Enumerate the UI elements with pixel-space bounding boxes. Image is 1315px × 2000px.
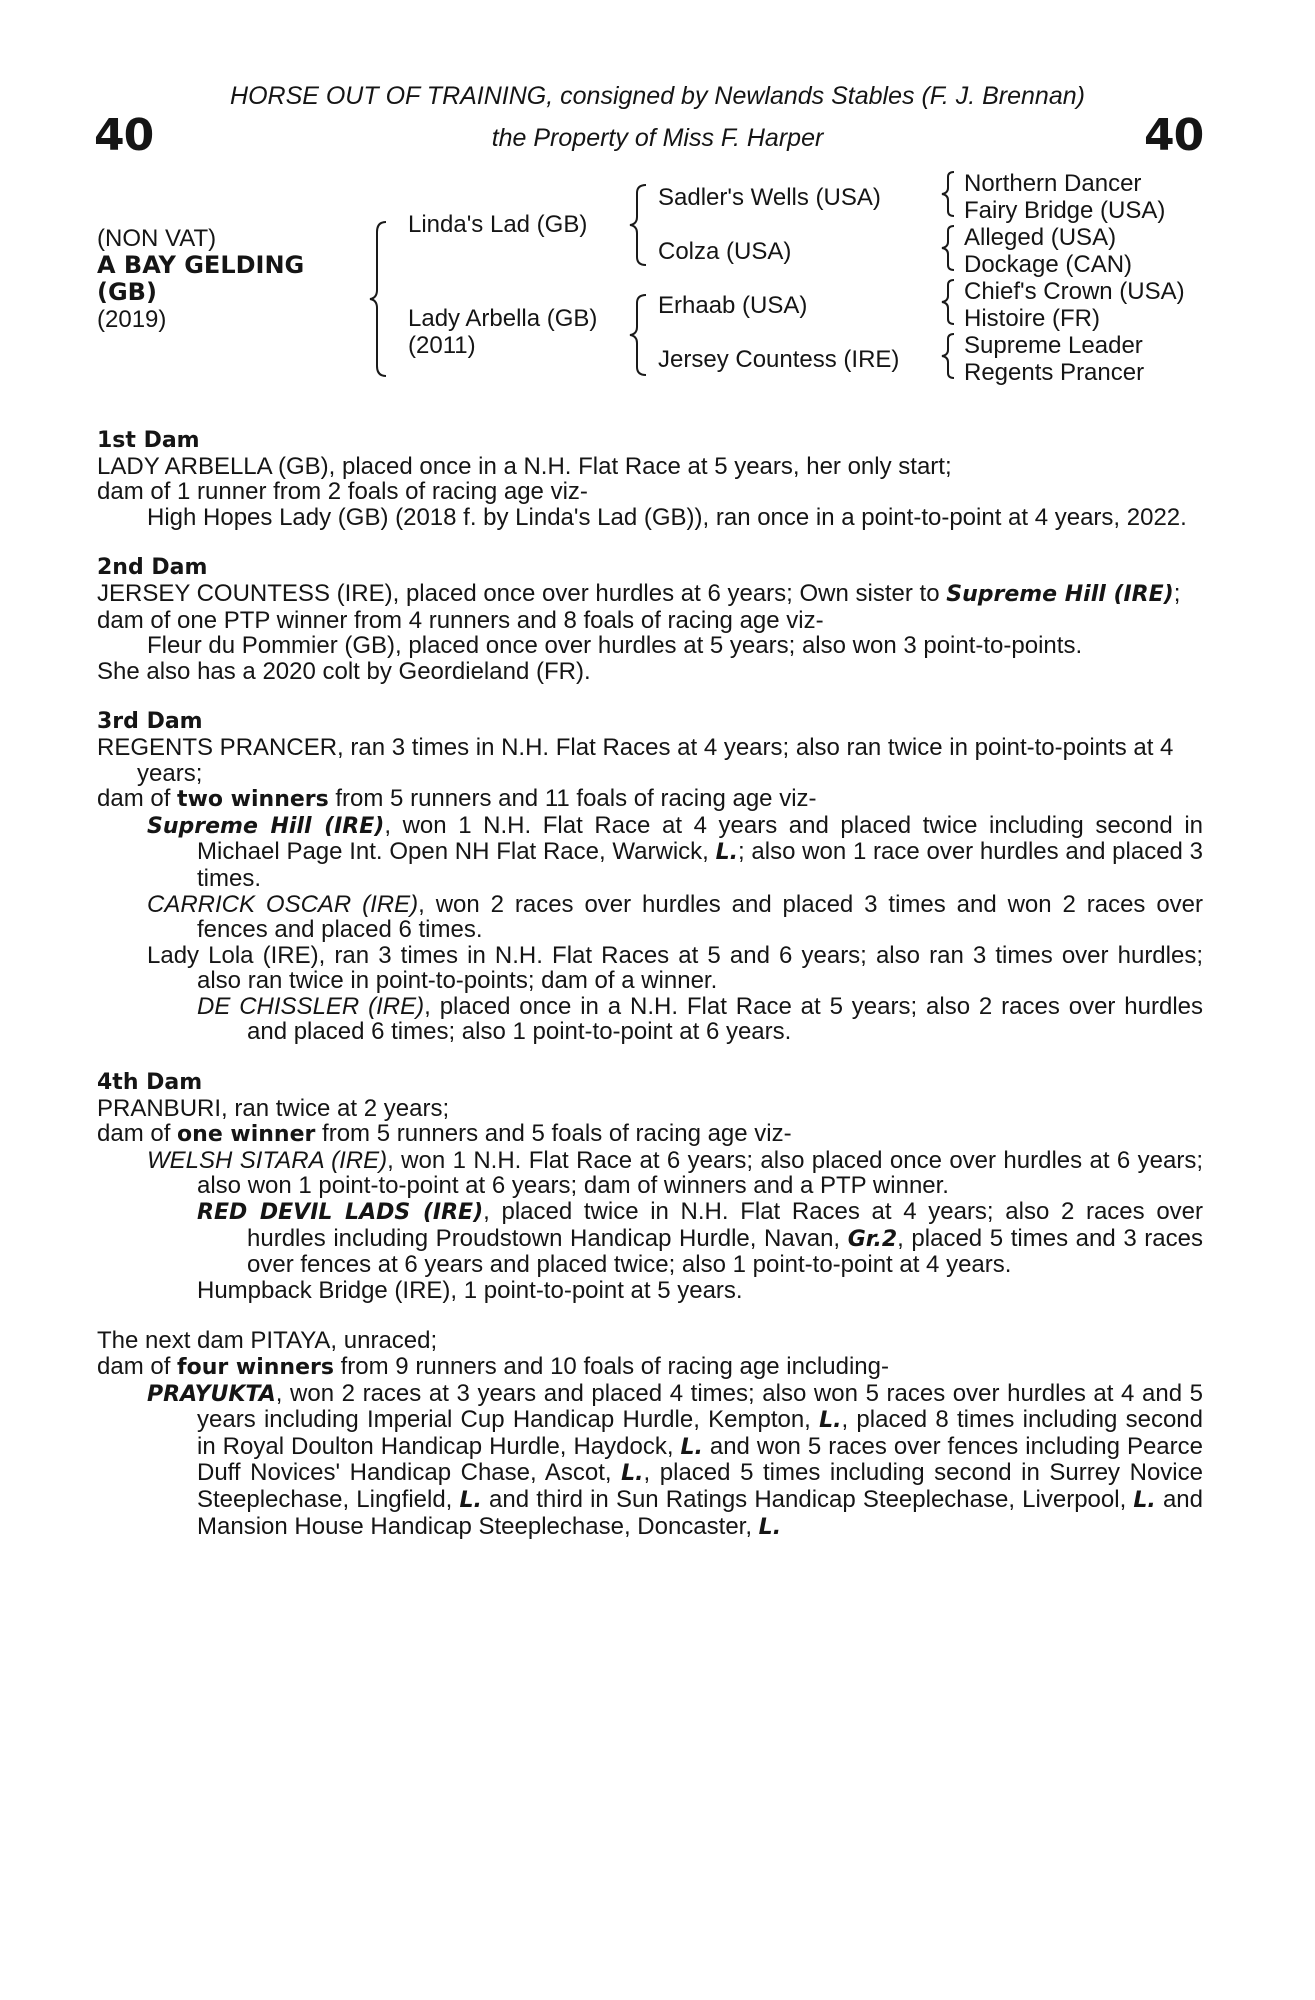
ancestor-brace-1 bbox=[940, 170, 956, 218]
dam-description: JERSEY COUNTESS (IRE), placed once over hurdles at 6 years; Own sister to Supreme Hill (IRE); bbox=[97, 579, 1181, 607]
progeny-entry: High Hopes Lady (GB) (2018 f. by Linda's Lad (GB)), ran once in a point-to-point at 4 years, 2022. bbox=[147, 503, 1187, 531]
ancestor-brace-4 bbox=[940, 332, 956, 380]
dam-summary: dam of two winners from 5 runners and 11 foals of racing age viz- bbox=[97, 785, 817, 813]
sire-dam: Colza (USA) bbox=[658, 238, 792, 265]
grand-progeny-entry: Humpback Bridge (IRE), 1 point-to-point at 5 years. bbox=[197, 1276, 743, 1304]
ancestor-name: Regents Prancer bbox=[964, 359, 1145, 386]
progeny-entry: CARRICK OSCAR (IRE), won 2 races over hurdles and placed 3 times and won 2 races over fences and placed 6 times. bbox=[147, 890, 1204, 944]
dam-description: The next dam PITAYA, unraced; bbox=[97, 1327, 438, 1355]
grade-listed: L. bbox=[715, 840, 738, 866]
progeny-entry: WELSH SITARA (IRE), won 1 N.H. Flat Race at 6 years; also placed once over hurdles at 6 years; also won 1 point-to-point at 6 years; dam of winners and a PTP winner. bbox=[147, 1146, 1203, 1200]
catalogue-entry bbox=[97, 428, 1203, 1565]
dam-name bbox=[408, 305, 597, 359]
section-title: 4th Dam bbox=[97, 1070, 203, 1096]
section-title: 3rd Dam bbox=[97, 709, 203, 735]
ancestor-brace-2 bbox=[940, 224, 956, 272]
dam-description: REGENTS PRANCER, ran 3 times in N.H. Flat Races at 4 years; also ran twice in point-to-points at 4 years; bbox=[97, 733, 1174, 787]
section-title: 1st Dam bbox=[97, 428, 200, 453]
black-type-name: PRAYUKTA bbox=[147, 1381, 276, 1407]
dam-line-brace bbox=[628, 293, 650, 377]
ancestor-brace-3 bbox=[940, 278, 956, 326]
third-dam-section bbox=[97, 709, 1203, 1045]
additional-note: She also has a 2020 colt by Geordieland (FR). bbox=[97, 657, 591, 685]
consignment-header: HORSE OUT OF TRAINING, consigned by Newlands Stables (F. J. Brennan) bbox=[230, 82, 1085, 110]
dam-summary: dam of 1 runner from 2 foals of racing age viz- bbox=[97, 478, 588, 506]
second-dam-section bbox=[97, 555, 1203, 684]
dam-sire: Erhaab (USA) bbox=[658, 292, 808, 319]
dam-description: PRANBURI, ran twice at 2 years; bbox=[97, 1094, 450, 1122]
grand-progeny-entry: RED DEVIL LADS (IRE), placed twice in N.H. Flat Races at 4 years; also 2 races over hurdles including Proudstown Handicap Hurdle, Navan, Gr.2, placed 5 times and 3 races over fences at 6 years and placed twice; also 1 point-to-point at 4 years. bbox=[197, 1198, 1204, 1279]
horse-year: (2019) bbox=[97, 306, 167, 333]
sire-line-brace bbox=[628, 183, 650, 267]
ancestor-name: Dockage (CAN) bbox=[964, 251, 1133, 278]
ancestor-name: Histoire (FR) bbox=[964, 305, 1100, 332]
black-type-name: RED DEVIL LADS (IRE) bbox=[197, 1200, 484, 1226]
grand-progeny-entry: DE CHISSLER (IRE), placed once in a N.H. Flat Race at 5 years; also 2 races over hurdles and placed 6 times; also 1 point-to-point at 6 years. bbox=[197, 992, 1204, 1046]
sire-sire: Sadler's Wells (USA) bbox=[658, 184, 881, 211]
dam-summary: dam of one PTP winner from 4 runners and 8 foals of racing age viz- bbox=[97, 606, 824, 634]
lot-number-right: 40 bbox=[1144, 110, 1204, 161]
dam-name-text: Lady Arbella (GB) bbox=[408, 305, 598, 332]
ancestor-name: Chief's Crown (USA) bbox=[964, 278, 1185, 305]
vat-status: (NON VAT) bbox=[97, 225, 217, 252]
black-type-name: Supreme Hill (IRE) bbox=[946, 581, 1174, 607]
progeny-entry: Supreme Hill (IRE), won 1 N.H. Flat Race at 4 years and placed twice including second in Michael Page Int. Open NH Flat Race, Warwick, L.; also won 1 race over hurdles and placed 3 times. bbox=[147, 811, 1203, 892]
horse-details bbox=[97, 225, 304, 333]
dam-summary: dam of four winners from 9 runners and 10 foals of racing age including- bbox=[97, 1353, 889, 1380]
dam-year: (2011) bbox=[408, 332, 476, 359]
first-dam-section bbox=[97, 428, 1203, 530]
ancestor-name: Supreme Leader bbox=[964, 332, 1143, 359]
ancestor-name: Alleged (USA) bbox=[964, 224, 1117, 251]
dam-dam: Jersey Countess (IRE) bbox=[658, 346, 900, 373]
lot-number-left: 40 bbox=[94, 110, 154, 161]
ancestor-name: Fairy Bridge (USA) bbox=[964, 197, 1166, 224]
dam-description: LADY ARBELLA (GB), placed once in a N.H. Flat Race at 5 years, her only start; bbox=[97, 452, 952, 480]
ancestor-name: Northern Dancer bbox=[964, 170, 1142, 197]
progeny-entry: PRAYUKTA, won 2 races at 3 years and placed 4 times; also won 5 races over hurdles at 4 and 5 years including Imperial Cup Handicap Hurdle, Kempton, L., placed 8 times including second in Royal Doulton Handicap Hurdle, Haydock, L. and won 5 races over fences including Pearce Duff Novices' Handicap Chase, Ascot, L., placed 5 times including second in Surrey Novice Steeplechase, Lingfield, L. and third in Sun Ratings Handicap Steeplechase, Liverpool, L. and Mansion House Handicap Steeplechase, Doncaster, L. bbox=[147, 1379, 1203, 1540]
dam-summary: dam of one winner from 5 runners and 5 foals of racing age viz- bbox=[97, 1120, 792, 1148]
grade-group: Gr.2 bbox=[847, 1226, 898, 1252]
pedigree-main-brace bbox=[368, 220, 390, 378]
fourth-dam-section bbox=[97, 1070, 1203, 1303]
black-type-name: Supreme Hill (IRE) bbox=[147, 813, 385, 839]
next-dam-section bbox=[97, 1328, 1203, 1540]
section-title: 2nd Dam bbox=[97, 555, 208, 581]
sire-name: Linda's Lad (GB) bbox=[408, 211, 588, 238]
horse-description: A BAY GELDING bbox=[97, 251, 305, 279]
progeny-entry: Fleur du Pommier (GB), placed once over hurdles at 5 years; also won 3 point-to-points. bbox=[147, 632, 1083, 660]
progeny-entry: Lady Lola (IRE), ran 3 times in N.H. Flat Races at 5 and 6 years; also ran 3 times over hurdles; also ran twice in point-to-points; dam of a winner. bbox=[147, 941, 1203, 995]
horse-country: (GB) bbox=[97, 278, 157, 306]
property-line: the Property of Miss F. Harper bbox=[491, 124, 824, 152]
